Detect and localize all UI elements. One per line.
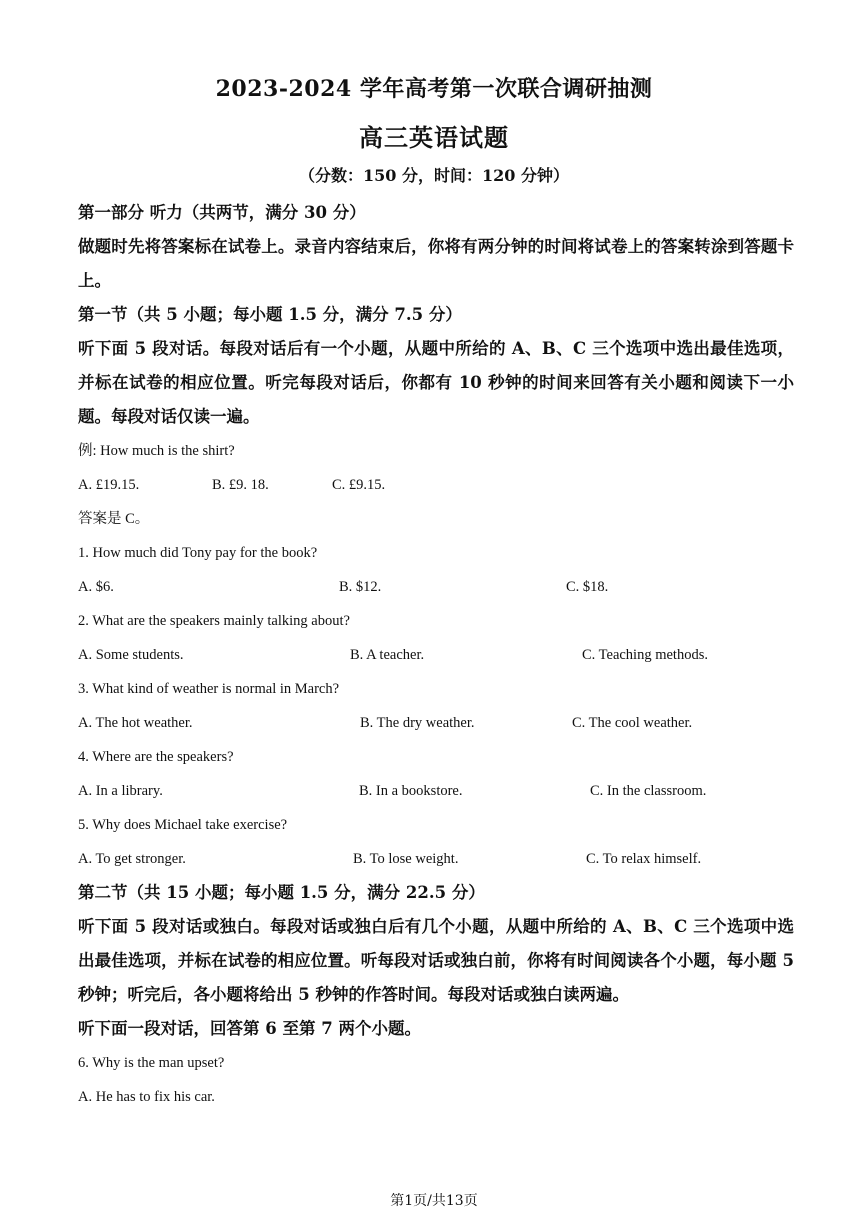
option-b: B. To lose weight. [353, 851, 459, 867]
question-stem: 1. How much did Tony pay for the book? [78, 545, 318, 561]
score-time-info: （分数：150 分，时间：120 分钟） [299, 166, 569, 185]
example-option-a: A. £19.15. [78, 477, 140, 493]
option-b: B. In a bookstore. [359, 783, 463, 799]
section2-instruction: 听下面 5 段对话或独白。每段对话或独白后有几个小题，从题中所给的 A、B、C 三个选项中选出最佳选项，并标在试卷的相应位置。听每段对话或独白前，你将有时间阅读各个小题，每小题 5 秒钟；听完后，各小题将给出 5 秒钟的作答时间。每段对话或独白读两遍。 [78, 917, 794, 1004]
question-options [78, 842, 794, 876]
question-options [78, 570, 794, 604]
question-stem: 3. What kind of weather is normal in March? [78, 681, 340, 697]
section1-heading: 第一节（共 5 小题；每小题 1.5 分，满分 7.5 分） [78, 305, 462, 324]
option-a: A. Some students. [78, 647, 184, 663]
option-b: B. A teacher. [350, 647, 425, 663]
option-a: A. In a library. [78, 783, 163, 799]
exam-content [78, 196, 794, 1114]
section1-instruction: 听下面 5 段对话。每段对话后有一个小题，从题中所给的 A、B、C 三个选项中选出最佳选项，并标在试卷的相应位置。听完每段对话后，你都有 10 秒钟的时间来回答有关小题和阅读下一小题。每段对话仅读一遍。 [78, 339, 794, 426]
dialogue-intro: 听下面一段对话，回答第 6 至第 7 两个小题。 [78, 1019, 421, 1038]
exam-subtitle: 高三英语试题 [359, 123, 509, 152]
question-options [78, 706, 794, 740]
option-c: C. Teaching methods. [582, 647, 708, 663]
page-number: 第1页/共13页 [390, 1193, 478, 1209]
part1-heading: 第一部分 听力（共两节，满分 30 分） [78, 203, 366, 222]
part1-instruction: 做题时先将答案标在试卷上。录音内容结束后，你将有两分钟的时间将试卷上的答案转涂到答题卡上。 [78, 237, 794, 290]
question-stem: 6. Why is the man upset? [78, 1055, 225, 1071]
exam-title: 2023-2024 学年高考第一次联合调研抽测 [215, 76, 653, 102]
option-a: A. He has to fix his car. [78, 1089, 215, 1105]
example-option-b: B. £9. 18. [212, 477, 269, 493]
option-a: A. To get stronger. [78, 851, 186, 867]
example-options [78, 468, 794, 502]
option-c: C. The cool weather. [572, 715, 693, 731]
question-stem: 2. What are the speakers mainly talking about? [78, 613, 350, 629]
question-stem: 5. Why does Michael take exercise? [78, 817, 288, 833]
example-question: 例: How much is the shirt? [78, 443, 235, 459]
example-option-c: C. £9.15. [332, 477, 386, 493]
option-a: A. The hot weather. [78, 715, 193, 731]
section2-heading: 第二节（共 15 小题；每小题 1.5 分，满分 22.5 分） [78, 883, 485, 902]
option-b: B. The dry weather. [360, 715, 475, 731]
option-c: C. In the classroom. [590, 783, 707, 799]
question-stem: 4. Where are the speakers? [78, 749, 234, 765]
question-options [78, 638, 794, 672]
option-a: A. $6. [78, 579, 114, 595]
option-c: C. To relax himself. [586, 851, 702, 867]
option-b: B. $12. [339, 579, 382, 595]
question-options [78, 774, 794, 808]
example-answer: 答案是 C。 [78, 511, 150, 527]
option-c: C. $18. [566, 579, 609, 595]
